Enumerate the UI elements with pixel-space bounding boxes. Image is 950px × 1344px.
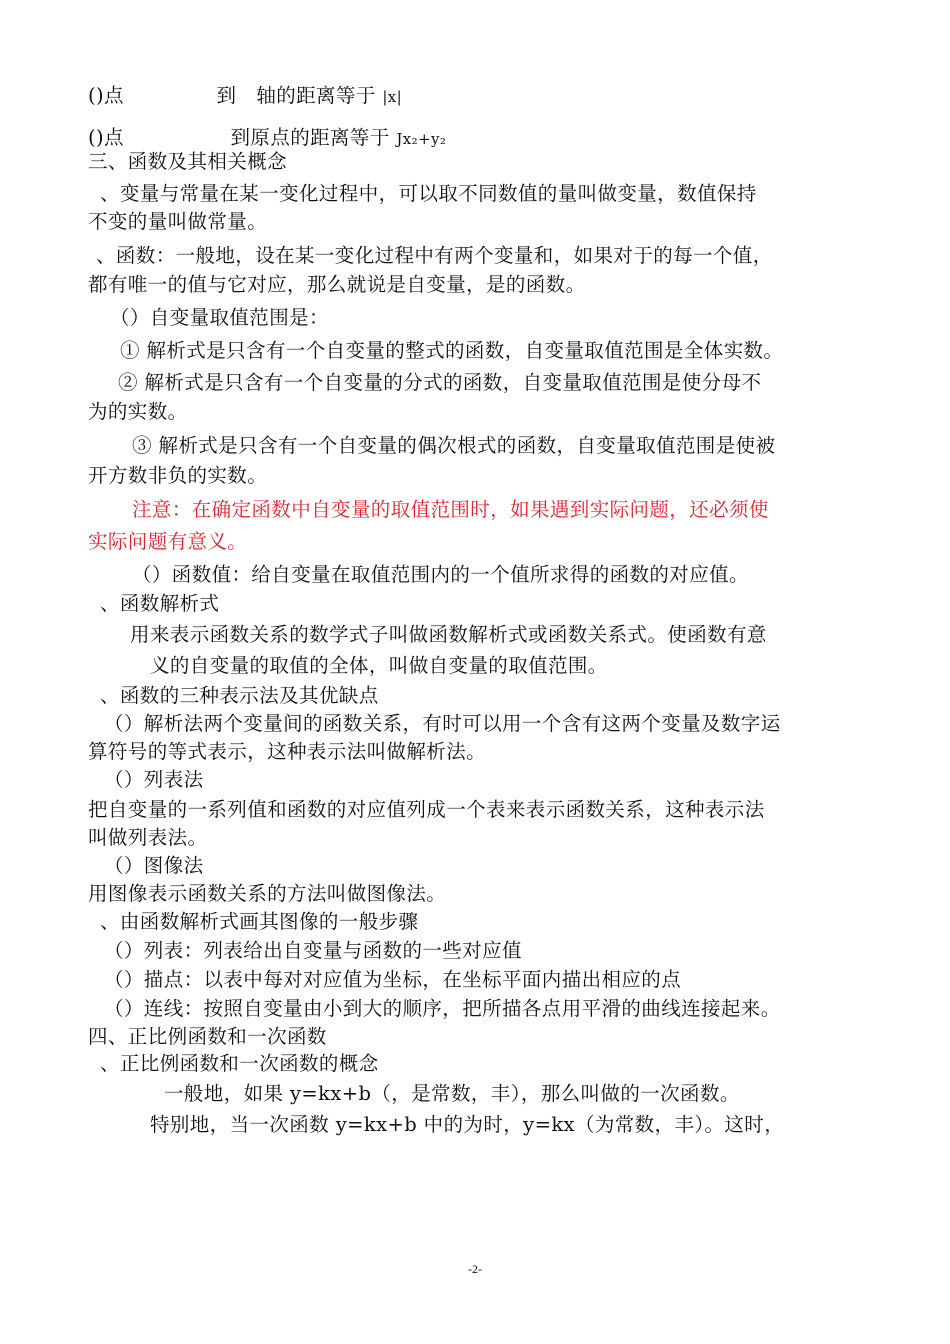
paragraph-line: （）图像法	[104, 854, 204, 877]
line-1-pre: ()点	[88, 126, 124, 149]
paragraph-line: 用来表示函数关系的数学式子叫做函数解析式或函数关系式。使函数有意	[130, 623, 767, 646]
paragraph-line: （）自变量取值范围是：	[110, 306, 329, 329]
paragraph-line: 、函数：一般地，设在某一变化过程中有两个变量和，如果对于的每一个值，	[96, 244, 773, 267]
paragraph-line: （）列表：列表给出自变量与函数的一些对应值	[104, 939, 522, 962]
paragraph-line: （）描点：以表中每对对应值为坐标，在坐标平面内描出相应的点	[104, 968, 682, 991]
paragraph-line: 不变的量叫做常量。	[88, 210, 268, 233]
paragraph-line: 叫做列表法。	[88, 826, 208, 849]
line-0-mid: 到 轴的距离等于	[216, 84, 376, 107]
paragraph-line: （）解析法两个变量间的函数关系，有时可以用一个含有这两个变量及数字运	[104, 712, 781, 735]
subheading: 、函数解析式	[100, 592, 220, 615]
paragraph-line: 、变量与常量在某一变化过程中，可以取不同数值的量叫做变量，数值保持	[100, 182, 757, 205]
subheading: 、正比例函数和一次函数的概念	[100, 1052, 379, 1075]
line-0-post: |x|	[382, 88, 403, 106]
paragraph-line: 都有唯一的值与它对应，那么就说是自变量，是的函数。	[88, 273, 586, 296]
line-0-pre: ()点	[88, 84, 124, 107]
paragraph-line: 义的自变量的取值的全体，叫做自变量的取值范围。	[150, 654, 608, 677]
paragraph-line: ① 解析式是只含有一个自变量的整式的函数，自变量取值范围是全体实数。	[120, 339, 784, 362]
subheading: 、函数的三种表示法及其优缺点	[100, 684, 379, 707]
note-line: 注意：在确定函数中自变量的取值范围时，如果遇到实际问题，还必须使	[132, 498, 769, 521]
paragraph-line: 为的实数。	[88, 400, 188, 423]
note-line: 实际问题有意义。	[88, 530, 248, 553]
subheading: 、由函数解析式画其图像的一般步骤	[100, 910, 419, 933]
section-heading: 三、函数及其相关概念	[88, 150, 288, 173]
paragraph-line: 用图像表示函数关系的方法叫做图像法。	[88, 882, 447, 905]
paragraph-line: 特别地，当一次函数 y=kx+b 中的为时，y=kx（为常数，丰）。这时，	[150, 1113, 785, 1136]
paragraph-line: 开方数非负的实数。	[88, 464, 268, 487]
page-number: -2-	[468, 1262, 482, 1276]
paragraph-line: 一般地，如果 y=kx+b（，是常数，丰），那么叫做的一次函数。	[164, 1082, 740, 1105]
paragraph-line: （）连线：按照自变量由小到大的顺序，把所描各点用平滑的曲线连接起来。	[104, 997, 781, 1020]
paragraph-line: （）函数值：给自变量在取值范围内的一个值所求得的函数的对应值。	[132, 563, 749, 586]
section-heading: 四、正比例函数和一次函数	[88, 1025, 327, 1048]
paragraph-line: 把自变量的一系列值和函数的对应值列成一个表来表示函数关系，这种表示法	[88, 798, 765, 821]
paragraph-line: 算符号的等式表示，这种表示法叫做解析法。	[88, 740, 487, 763]
paragraph-line: ③ 解析式是只含有一个自变量的偶次根式的函数，自变量取值范围是使被	[132, 434, 776, 457]
line-0	[88, 82, 402, 111]
paragraph-line: ② 解析式是只含有一个自变量的分式的函数，自变量取值范围是使分母不	[118, 371, 762, 394]
paragraph-line: （）列表法	[104, 768, 204, 791]
line-1-mid: 到原点的距离等于	[230, 126, 390, 149]
line-1-post: Jx₂+y₂	[396, 130, 447, 148]
